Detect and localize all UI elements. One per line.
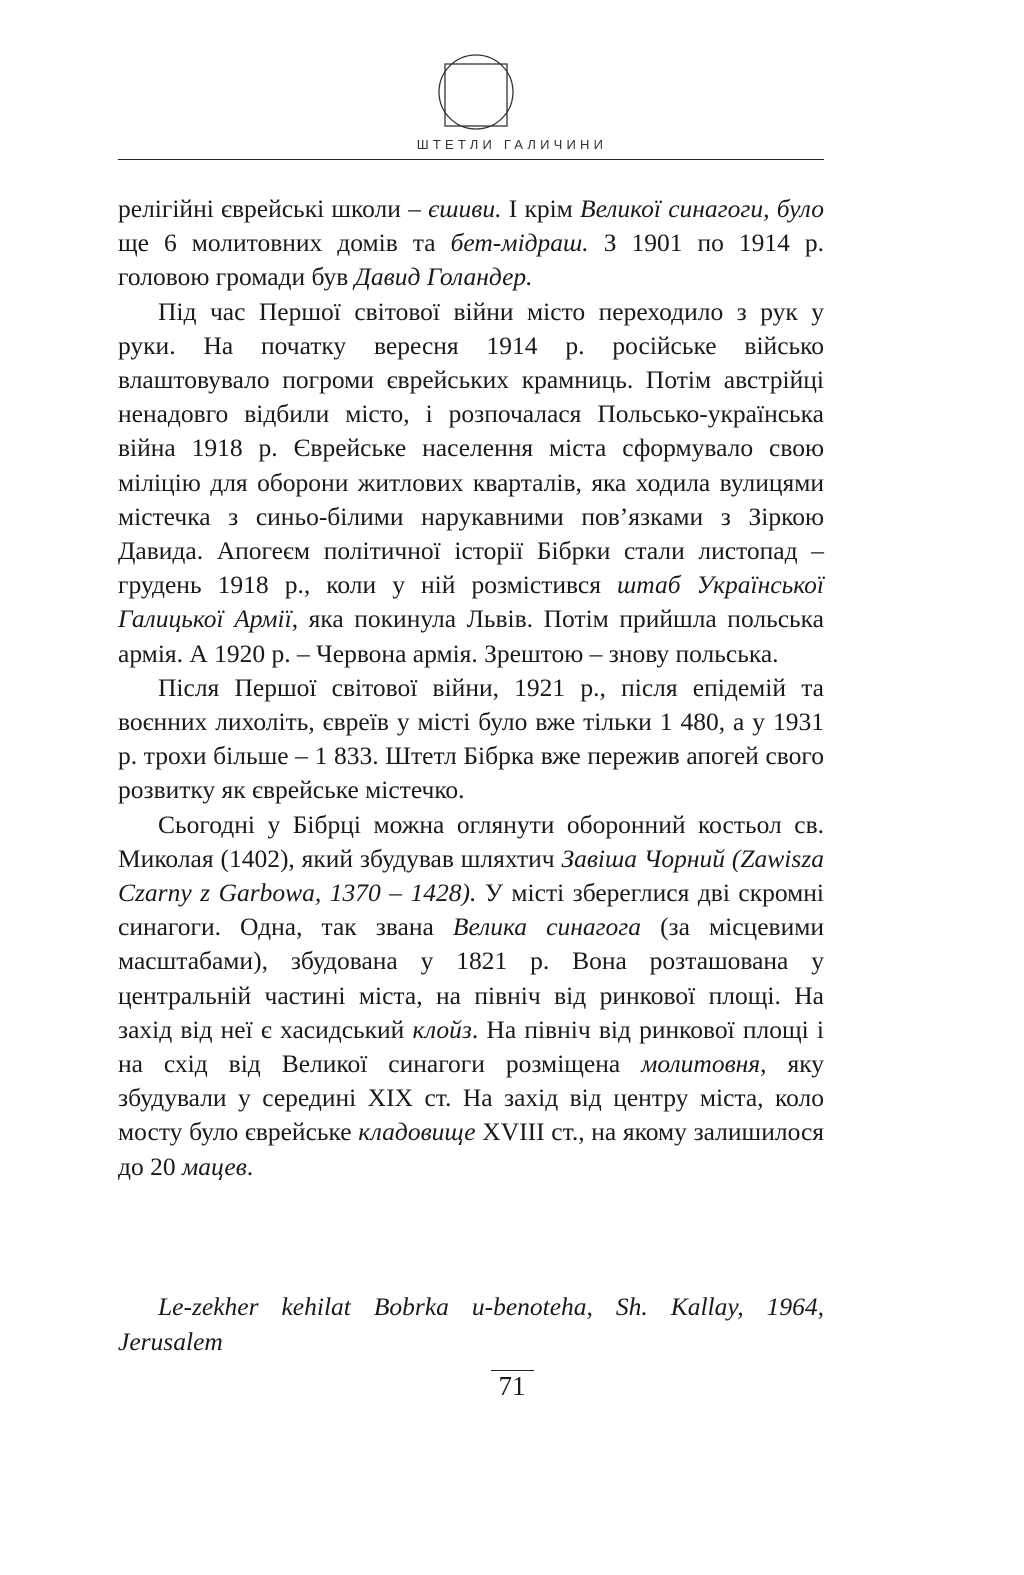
- text-run: У місті збереглися дві скромні синагоги. Одна, так звана: [118, 878, 824, 942]
- header-divider: [118, 159, 824, 160]
- main-text: [118, 192, 824, 1184]
- italic-run: Великої синагоги, було: [580, 194, 824, 223]
- text-run: Під час Першої світової війни місто переходило з рук у руки. На початку вересня 1914 р. російське військо влаштовувало погроми єврейських крамниць. Потім австрійці ненадовго відбили місто, і розпочалася Польсько-українська війна 1918 р. Єврейське населення міста сформувало свою міліцію для оборони житлових кварталів, яка ходила вулицями містечка з синьо-білими нарукавними пов’язками з Зіркою Давида. Апогеєм політичної історії Бібрки стали листопад – грудень 1918 р., коли у ній розмістився: [118, 296, 824, 600]
- circle-square-emblem-icon: [432, 48, 520, 136]
- paragraph: [118, 808, 824, 1184]
- paragraph: [118, 192, 824, 295]
- italic-run: Велика синагога: [452, 912, 641, 942]
- text-run: Сьогодні у Бібрці можна оглянути оборонний костьол св. Миколая (1402), який збудував шляхтич: [118, 809, 824, 873]
- text-run: , яку збудували у середині XIX ст. На захід від центру міста, коло мосту було єврейське: [118, 1049, 824, 1147]
- text-run: релігійні єврейські школи –: [118, 194, 429, 223]
- page-number: 71: [491, 1370, 534, 1401]
- italic-run: єшиви.: [428, 194, 502, 223]
- italic-run: кладовище: [358, 1117, 476, 1147]
- page-footer: [0, 1370, 1024, 1401]
- text-run: .: [246, 1151, 254, 1181]
- italic-run: клойз: [412, 1014, 472, 1044]
- text-run: І крім: [501, 194, 581, 223]
- italic-run: бет-мідраш.: [450, 228, 589, 258]
- paragraph: [118, 671, 824, 808]
- text-run: XVIII ст., на якому залишилося до 20: [118, 1117, 824, 1181]
- source-reference: Le-zekher kehilat Bobrka u-benoteha, Sh. Kallay, 1964, Jerusalem: [118, 1292, 824, 1356]
- text-run: (за місцевими масштабами), збудована у 1821 р. Вона розташована у центральній частині міста, на північ від ринкової площі. На захід від неї є хасидський: [118, 912, 824, 1044]
- text-run: ще 6 молитовних домів та: [118, 228, 451, 258]
- text-run: З 1901 по 1914 р. головою громади був: [118, 228, 825, 292]
- italic-run: Завіша Чорний (Zawisza Czarny z Garbowa, 1370 – 1428).: [118, 843, 824, 908]
- italic-run: мацев: [181, 1151, 247, 1181]
- running-header-title: ШТЕТЛИ ГАЛИЧИНИ: [416, 137, 608, 152]
- text-run: , яка покинула Львів. Потім прийшла польська армія. А 1920 р. – Червона армія. Зрештою – знову польська.: [118, 604, 824, 668]
- paragraph: [118, 295, 824, 671]
- italic-run: штаб Української Галицької Армії: [118, 570, 824, 634]
- text-run: Після Першої світової війни, 1921 р., після епідемій та воєнних лихоліть, євреїв у місті було вже тільки 1 480, а у 1931 р. трохи більше – 1 833. Штетл Бібрка вже пережив апогей свого розвитку як єврейське містечко.: [118, 672, 824, 805]
- italic-run: Давид Голандер.: [354, 262, 533, 292]
- text-run: . На північ від ринкової площі і на схід від Великої синагоги розміщена: [118, 1014, 824, 1079]
- italic-run: молитовня: [641, 1049, 761, 1079]
